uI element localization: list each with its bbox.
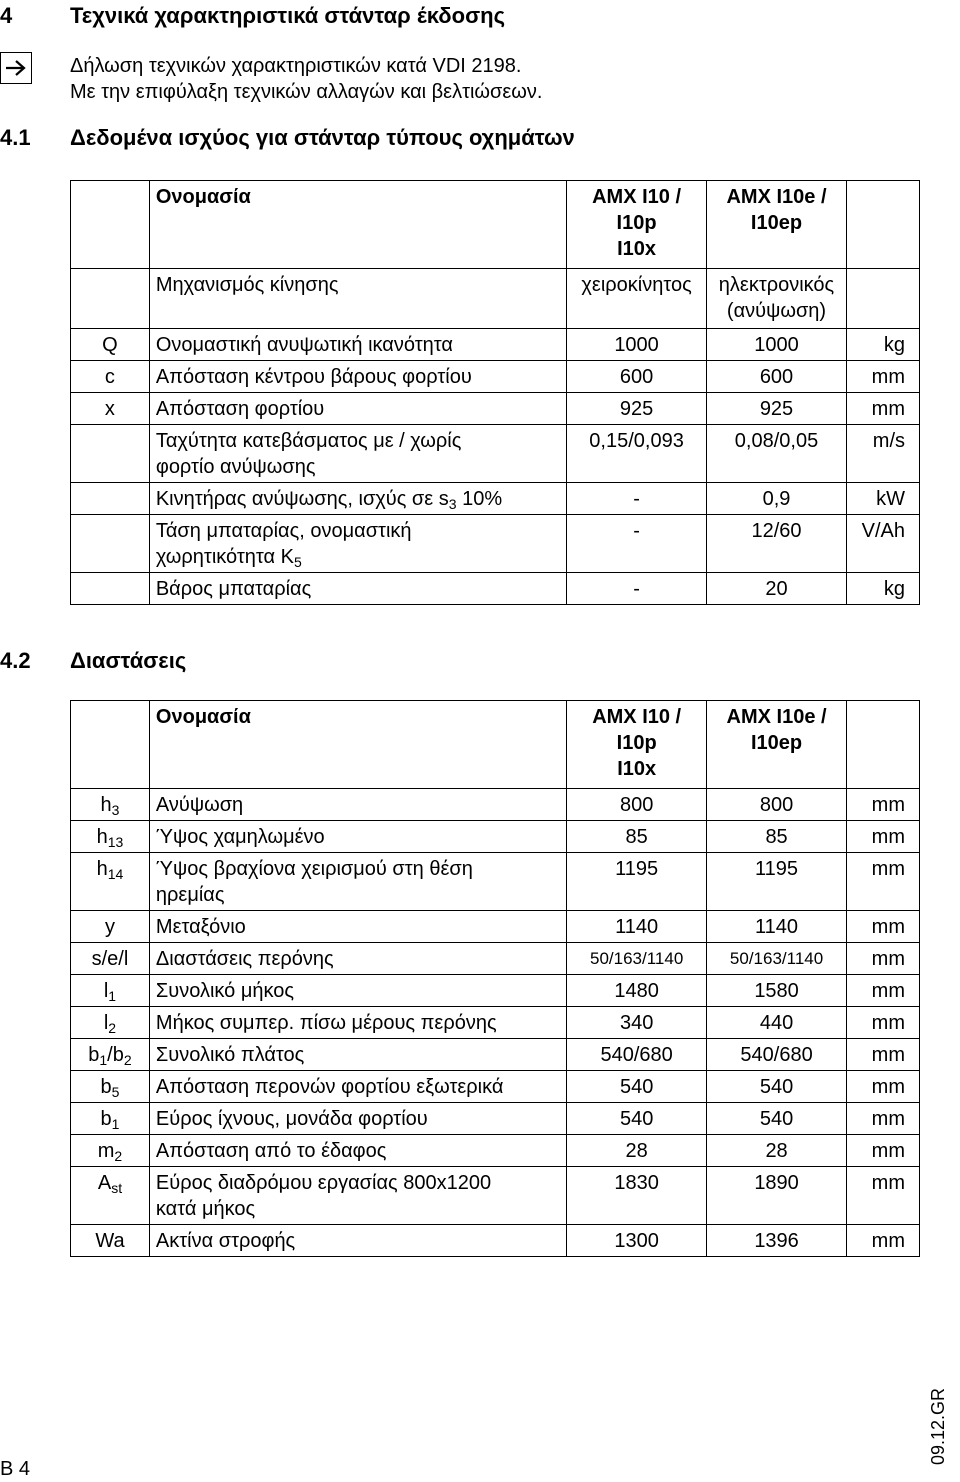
chapter-number: 4: [0, 3, 13, 28]
table-row: [71, 269, 920, 329]
note-line-2: Με την επιφύλαξη τεχνικών αλλαγών και βελτιώσεων.: [70, 81, 543, 103]
designation-header: Ονομασία: [149, 701, 566, 789]
dimensions-table: [70, 700, 920, 1257]
table-row: $m_2$ Απόσταση από το έδαφος 28 28 mm: [71, 1135, 920, 1167]
model-col-2-header: AMX I10e / I10ep: [707, 701, 847, 789]
table-header-row: [71, 701, 920, 789]
section-4-2-title: Διαστάσεις: [70, 648, 187, 673]
table-row: $b_1$ Εύρος ίχνους, μονάδα φορτίου 540 540 mm: [71, 1103, 920, 1135]
drive-value-1: χειροκίνητος: [567, 269, 707, 329]
table-row: s/e/l Διαστάσεις περόνης 50/163/1140 50/163/1140 mm: [71, 943, 920, 975]
drive-value-2: ηλεκτρονικός (ανύψωση): [707, 269, 847, 329]
note-line-1: Δήλωση τεχνικών χαρακτηριστικών κατά VDI 2198.: [70, 55, 522, 77]
table-row: Wa Ακτίνα στροφής 1300 1396 mm: [71, 1225, 920, 1257]
document-code: 09.12.GR: [928, 1387, 948, 1465]
model-col-1-header: AMX I10 / I10p I10x: [567, 701, 707, 789]
table-row: $l_2$ Μήκος συμπερ. πίσω μέρους περόνης 340 440 mm: [71, 1007, 920, 1039]
drive-label: Μηχανισμός κίνησης: [149, 269, 566, 329]
right-arrow-icon: [5, 59, 27, 77]
table-row: $h_3$ Ανύψωση 800 800 mm: [71, 789, 920, 821]
model-col-1-header: AMX I10 / I10p I10x: [567, 181, 707, 269]
table-row: Ταχύτητα κατεβάσματος με / χωρίς φορτίο ανύψωσης 0,15/0,093 0,08/0,05 m/s: [71, 425, 920, 483]
page-number: B 4: [0, 1458, 31, 1480]
table-row: Βάρος μπαταρίας - 20 kg: [71, 573, 920, 605]
table-row: y Μεταξόνιο 1140 1140 mm: [71, 911, 920, 943]
table-row: c Απόσταση κέντρου βάρους φορτίου 600 600 mm: [71, 361, 920, 393]
table-row: $l_1$ Συνολικό μήκος 1480 1580 mm: [71, 975, 920, 1007]
table-row: $A_{st}$ Εύρος διαδρόμου εργασίας 800x1200 κατά μήκος 1830 1890 mm: [71, 1167, 920, 1225]
model-col-2-header: AMX I10e / I10ep: [707, 181, 847, 269]
table-row: $b_1/b_2$ Συνολικό πλάτος 540/680 540/680 mm: [71, 1039, 920, 1071]
section-4-1-title: Δεδομένα ισχύος για στάνταρ τύπους οχημάτων: [70, 125, 575, 150]
note-arrow-box: [0, 52, 32, 84]
table-header-row: [71, 181, 920, 269]
section-4-2-number: 4.2: [0, 648, 31, 673]
table-row: x Απόσταση φορτίου 925 925 mm: [71, 393, 920, 425]
table-row: Q Ονομαστική ανυψωτική ικανότητα 1000 1000 kg: [71, 329, 920, 361]
designation-header: Ονομασία: [149, 181, 566, 269]
table-row: Κινητήρας ανύψωσης, ισχύς σε $s_3$ 10% - 0,9 kW: [71, 483, 920, 515]
chapter-title: Τεχνικά χαρακτηριστικά στάνταρ έκδοσης: [70, 3, 506, 28]
table-row: $h_{13}$ Ύψος χαμηλωμένο 85 85 mm: [71, 821, 920, 853]
table-row: $h_{14}$ Ύψος βραχίονα χειρισμού στη θέση ηρεμίας 1195 1195 mm: [71, 853, 920, 911]
section-4-1-number: 4.1: [0, 125, 31, 150]
performance-table: [70, 180, 920, 605]
table-row: Τάση μπαταρίας, ονομαστική χωρητικότητα $K_5$ - 12/60 V/Ah: [71, 515, 920, 573]
table-row: $b_5$ Απόσταση περονών φορτίου εξωτερικά 540 540 mm: [71, 1071, 920, 1103]
